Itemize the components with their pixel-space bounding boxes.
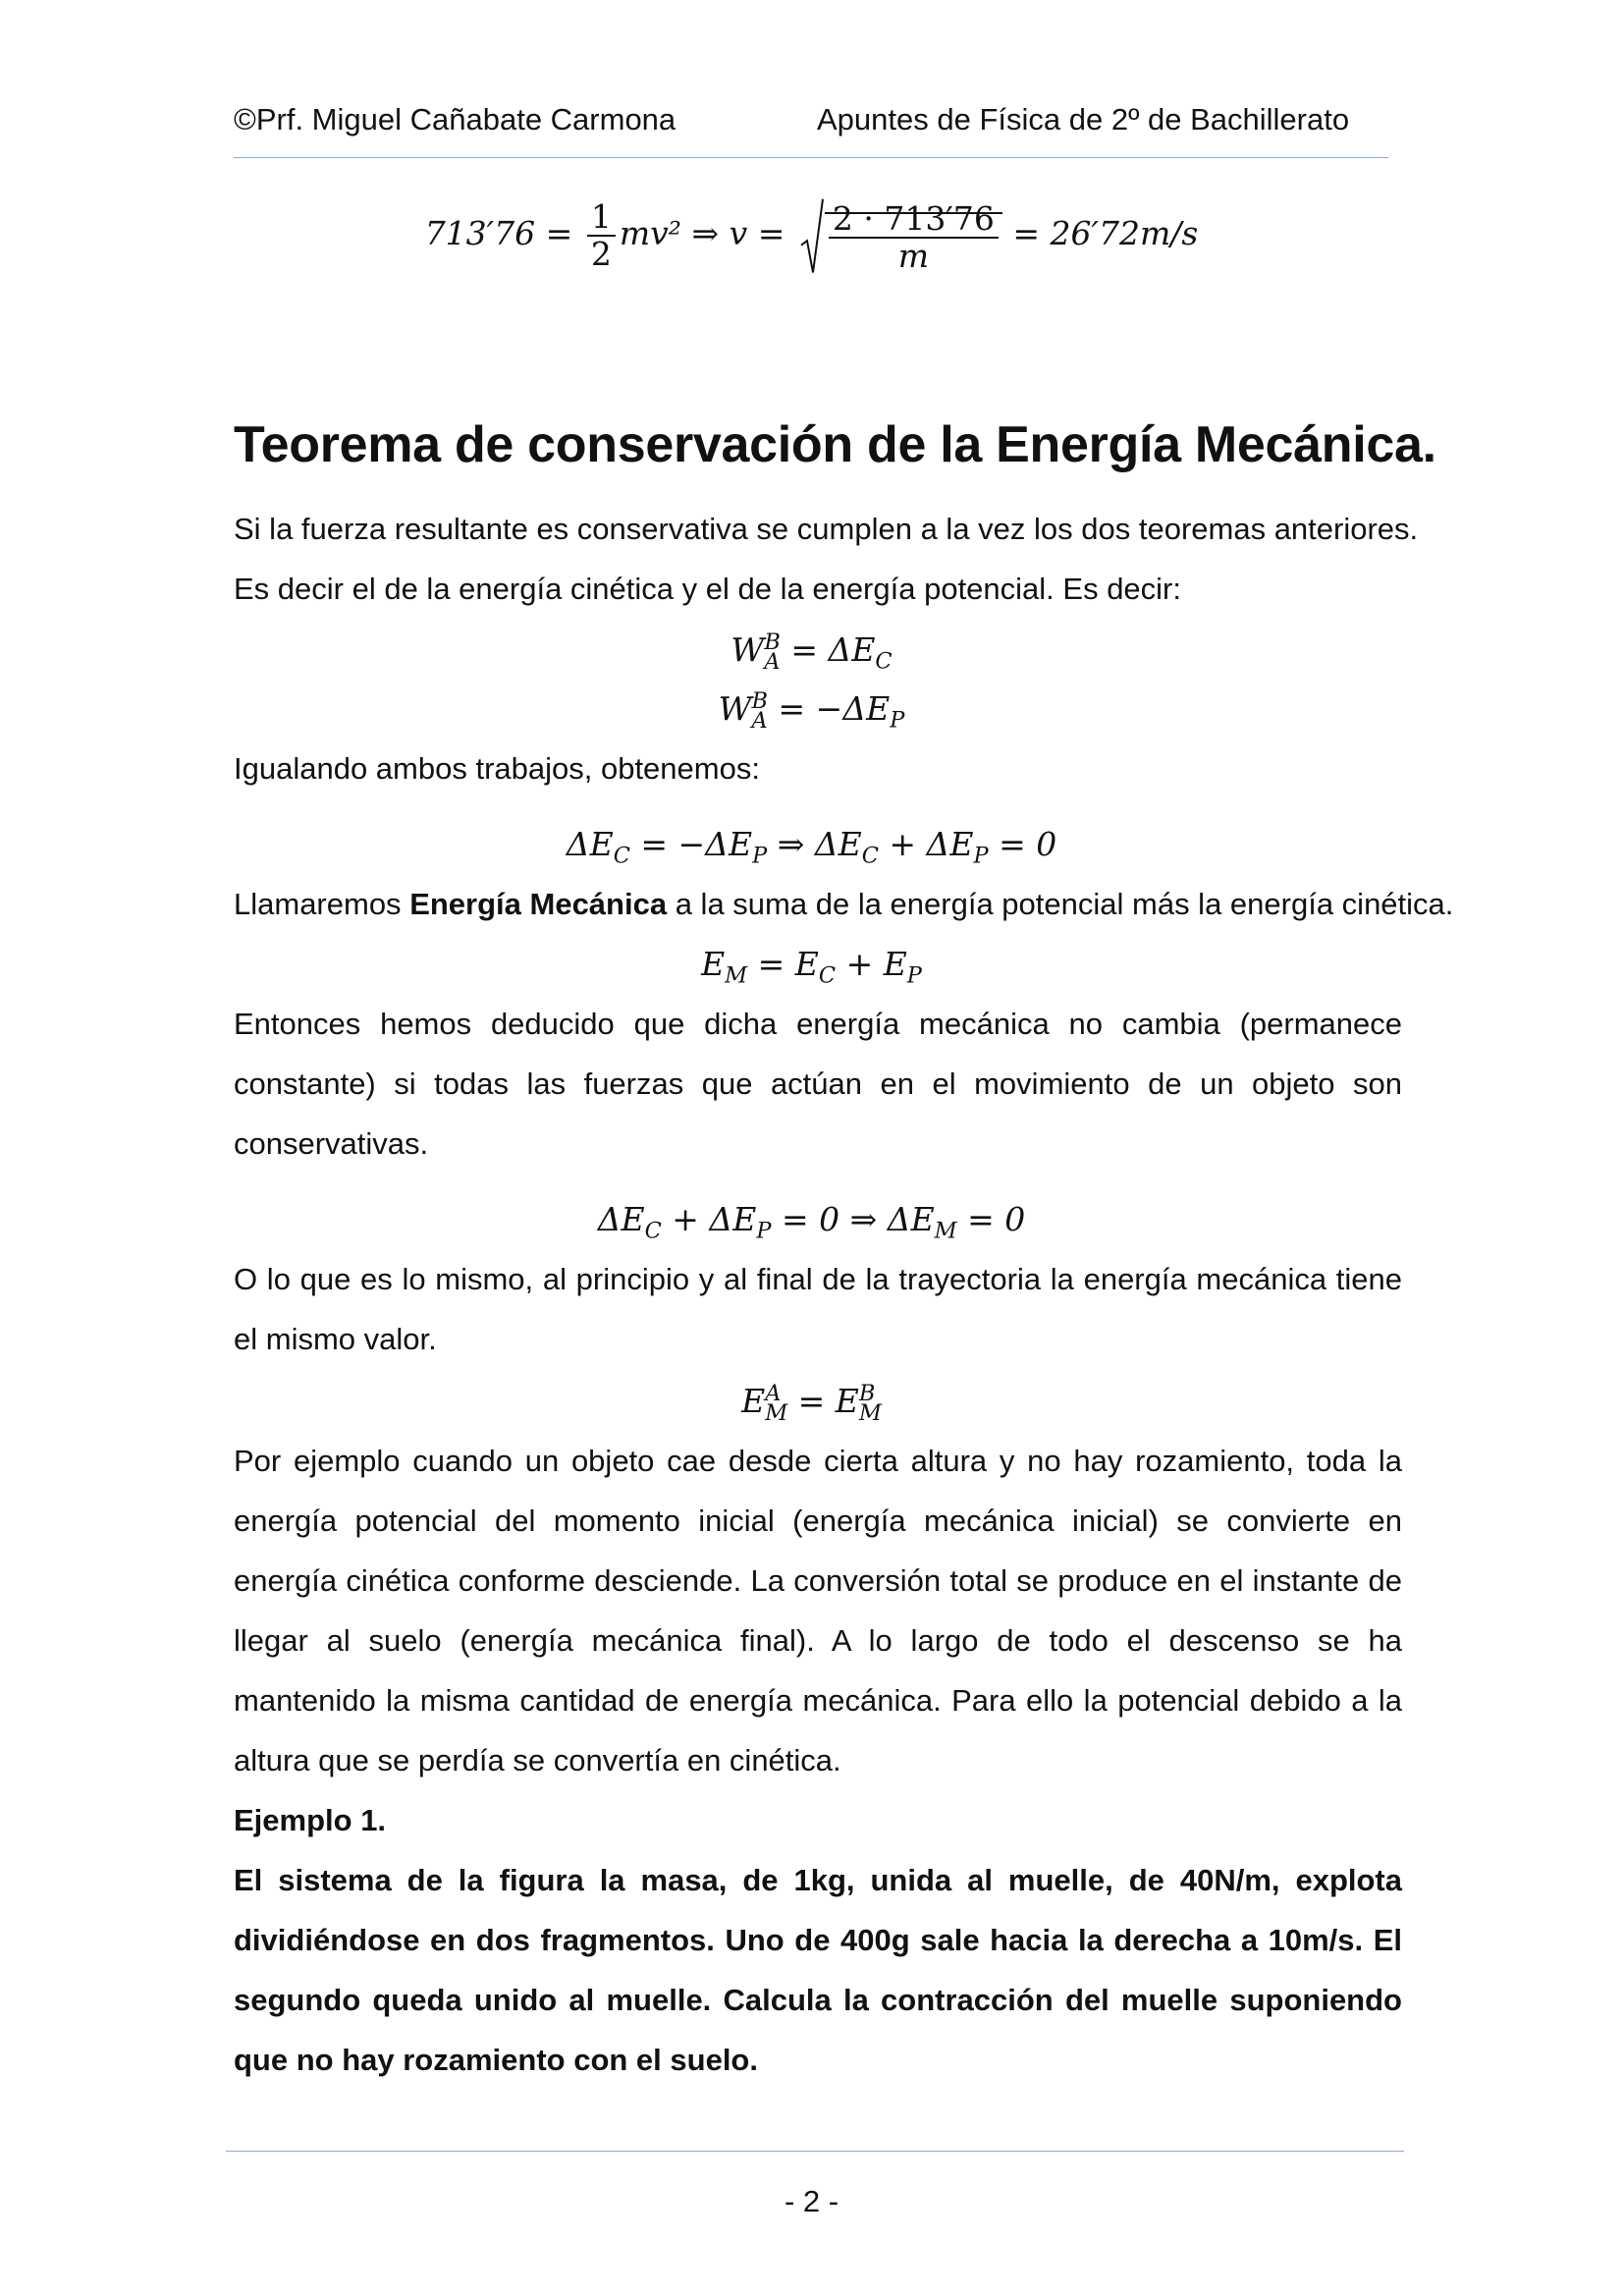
definition-text: Llamaremos Energía Mecánica a la suma de la energía potencial más la energía cinética. xyxy=(234,887,1454,921)
header-rule xyxy=(234,157,1388,158)
intro-line-2: Es decir el de la energía cinética y el de la energía potencial. Es decir: xyxy=(234,572,1181,606)
initial-final-equation: E A M = E B M xyxy=(741,1380,882,1426)
example-heading: Ejemplo 1. xyxy=(234,1803,387,1837)
mechanical-energy-equation: $E_M = E_C + E_P$ xyxy=(701,945,922,989)
footer-rule xyxy=(226,2151,1404,2152)
velocity-equation: 713′76 = $\frac{1}{2}$ mv² ⇒ v = $\frac{2 \cdot 713'76}{m}$ = 26′72m/s xyxy=(424,197,1199,275)
page-number: - 2 - xyxy=(784,2184,839,2218)
equalizing-text: Igualando ambos trabajos, obtenemos: xyxy=(234,751,760,786)
header-author: ©Prf. Miguel Cañabate Carmona xyxy=(234,102,676,137)
deduced-paragraph: Entonces hemos deducido que dicha energía mecánica no cambia (permanece constante) si todas las fuerzas que actúan en el movimiento de un objeto son conservativas. xyxy=(234,1007,1402,1161)
work-kinetic-equation: W B A = $\Delta E_C$ xyxy=(730,629,893,675)
work-potential-equation: W B A = $-\Delta E_P$ xyxy=(718,687,905,734)
example-statement: El sistema de la figura la masa, de 1kg, unida al muelle, de 40N/m, explota dividiéndose en dos fragmentos. Uno de 400g sale hacia la derecha a 10m/s. El segundo queda unido al muelle. Calcula la contracción del muelle suponiendo que no hay rozamiento con el suelo. xyxy=(234,1863,1402,2077)
definition-term: Energía Mecánica xyxy=(409,887,668,921)
conservation-equation: $\Delta E_C + \Delta E_P = 0$ ⇒ $\Delta E_M = 0$ xyxy=(597,1200,1026,1244)
sqrt-symbol-icon xyxy=(799,198,825,274)
equalize-equation: $\Delta E_C = -\Delta E_P$ ⇒ $\Delta E_C + \Delta E_P = 0$ xyxy=(566,825,1057,869)
same-value-paragraph: O lo que es lo mismo, al principio y al final de la trayectoria la energía mecánica tiene el mismo valor. xyxy=(234,1262,1402,1356)
falling-object-paragraph: Por ejemplo cuando un objeto cae desde cierta altura y no hay rozamiento, toda la energía potencial del momento inicial (energía mecánica inicial) se convierte en energía cinética conforme desciende. La conversión total se produce en el instante de llegar al suelo (energía mecánica final). A lo largo de todo el descenso se ha mantenido la misma cantidad de energía mecánica. Para ello la potencial debido a la altura que se perdía se convertía en cinética. xyxy=(234,1444,1402,1777)
header-course: Apuntes de Física de 2º de Bachillerato xyxy=(817,102,1350,137)
intro-line-1: Si la fuerza resultante es conservativa se cumplen a la vez los dos teoremas anteriores. xyxy=(234,512,1419,546)
section-title: Teorema de conservación de la Energía Mecánica. xyxy=(234,416,1436,473)
